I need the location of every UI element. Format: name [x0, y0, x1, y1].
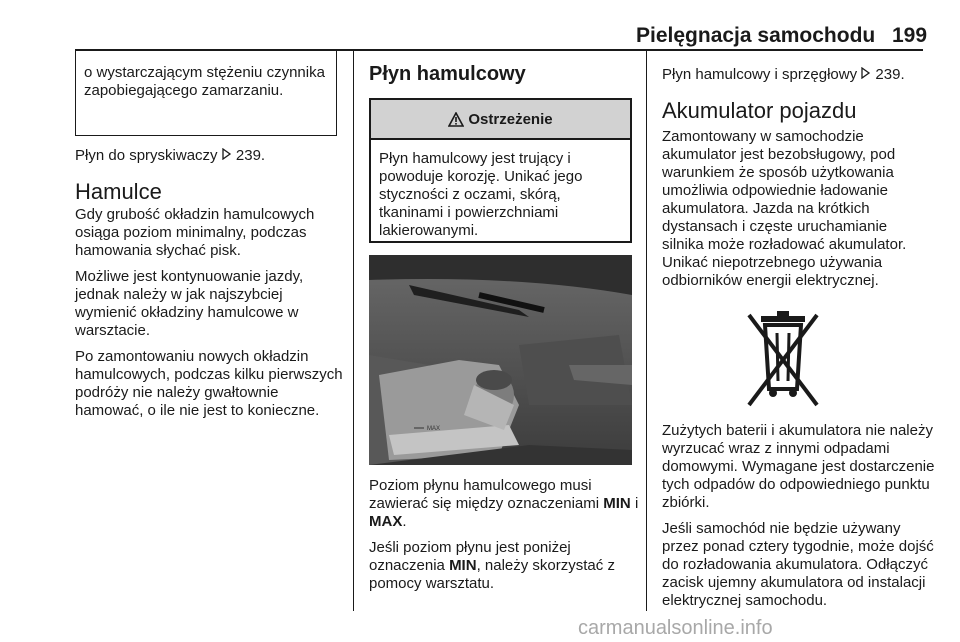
cross-reference-arrow-icon [861, 66, 871, 84]
battery-heading: Akumulator pojazdu [662, 98, 857, 123]
brake-fluid-heading: Płyn hamulcowy [369, 63, 526, 85]
brake-clutch-page-ref[interactable]: 239. [875, 66, 905, 83]
low-text-a: Jeśli poziom płynu jest poniżej oznaczenia [369, 539, 571, 574]
warning-title: Ostrzeżenie [468, 110, 553, 128]
brake-clutch-fluid-line [662, 66, 932, 84]
level-text: Poziom płynu hamulcowego musi zawierać się między oznaczeniami [369, 477, 600, 512]
watermark: carmanualsonline.info [578, 617, 773, 639]
warning-text: Płyn hamulcowy jest trujący i powoduje korozję. Unikać jego styczności z oczami, skórą, tkaninami i powierzchniami lakierowanymi. [379, 150, 583, 239]
continuation-box-text: o wystarczającym stężeniu czynnika zapobiegającego zamarzaniu. [84, 64, 325, 99]
continuation-box [75, 51, 337, 136]
low-text-b: , należy skorzystać z pomocy warsztatu. [369, 557, 615, 592]
washer-fluid-page-ref[interactable]: 239. [235, 147, 266, 164]
column-2-text [369, 477, 641, 601]
brake-clutch-text: Płyn hamulcowy i sprzęgłowy [662, 66, 858, 83]
column-3-lower [662, 422, 937, 618]
page-header-title: Pielęgnacja samochodu [636, 24, 876, 47]
brake-fluid-low-paragraph [369, 539, 641, 593]
brakes-paragraph-2: Możliwe jest kontynuowanie jazdy, jednak należy w jak najszybciej wymienić okładziny hamulcowe w warsztacie. [75, 268, 304, 339]
cross-reference-arrow-icon [222, 147, 232, 165]
battery-paragraph-1: Zamontowany w samochodzie akumulator jest bezobsługowy, pod warunkiem że sposób użytkowania umożliwia odpowiednie ładowanie akumulatora. Jazda na krótkich dystansach i częste uruchamianie silnika może rozładować akumulator. Unikać niepotrzebnego używania odbiorników energii elektrycznej. [662, 128, 907, 289]
brakes-heading: Hamulce [75, 179, 162, 204]
warning-header [371, 100, 630, 140]
column-2-heading-wrap [369, 62, 639, 86]
page-number: 199 [892, 24, 928, 47]
period: . [402, 513, 407, 530]
max-marker: MAX [369, 513, 403, 530]
warning-triangle-icon [448, 112, 464, 127]
washer-fluid-line [75, 147, 345, 165]
and-text: i [634, 495, 639, 512]
brake-fluid-level-paragraph [369, 477, 641, 531]
brake-fluid-reservoir-photo [369, 255, 632, 465]
column-separator-2 [646, 51, 647, 611]
photo-max-label: MAX [427, 426, 441, 432]
battery-paragraph-3: Jeśli samochód nie będzie używany przez ponad cztery tygodnie, może dojść do rozładowania akumulatora. Odłączyć zacisk ujemny akumulatora od instalacji elektrycznej samochodu. [662, 520, 934, 609]
brakes-paragraph-3: Po zamontowaniu nowych okładzin hamulcowych, podczas kilku pierwszych podróży nie należy gwałtownie hamować, o ile nie jest to konieczne. [75, 348, 343, 419]
column-1 [75, 147, 345, 428]
crossed-out-bin-icon [741, 305, 825, 410]
min-marker: MIN [603, 495, 631, 512]
brakes-paragraph-1: Gdy grubość okładzin hamulcowych osiąga poziom minimalny, podczas hamowania słychać pisk. [75, 206, 315, 259]
column-separator-1 [353, 51, 354, 611]
min-marker-2: MIN [449, 557, 477, 574]
battery-paragraph-2: Zużytych baterii i akumulatora nie należy wyrzucać wraz z innymi odpadami domowymi. Wymagane jest dostarczenie tych odpadów do odpowiedniego punktu zbiórki. [662, 422, 935, 511]
washer-fluid-text: Płyn do spryskiwaczy [75, 147, 218, 164]
warning-box [369, 98, 632, 243]
column-3 [662, 66, 932, 298]
